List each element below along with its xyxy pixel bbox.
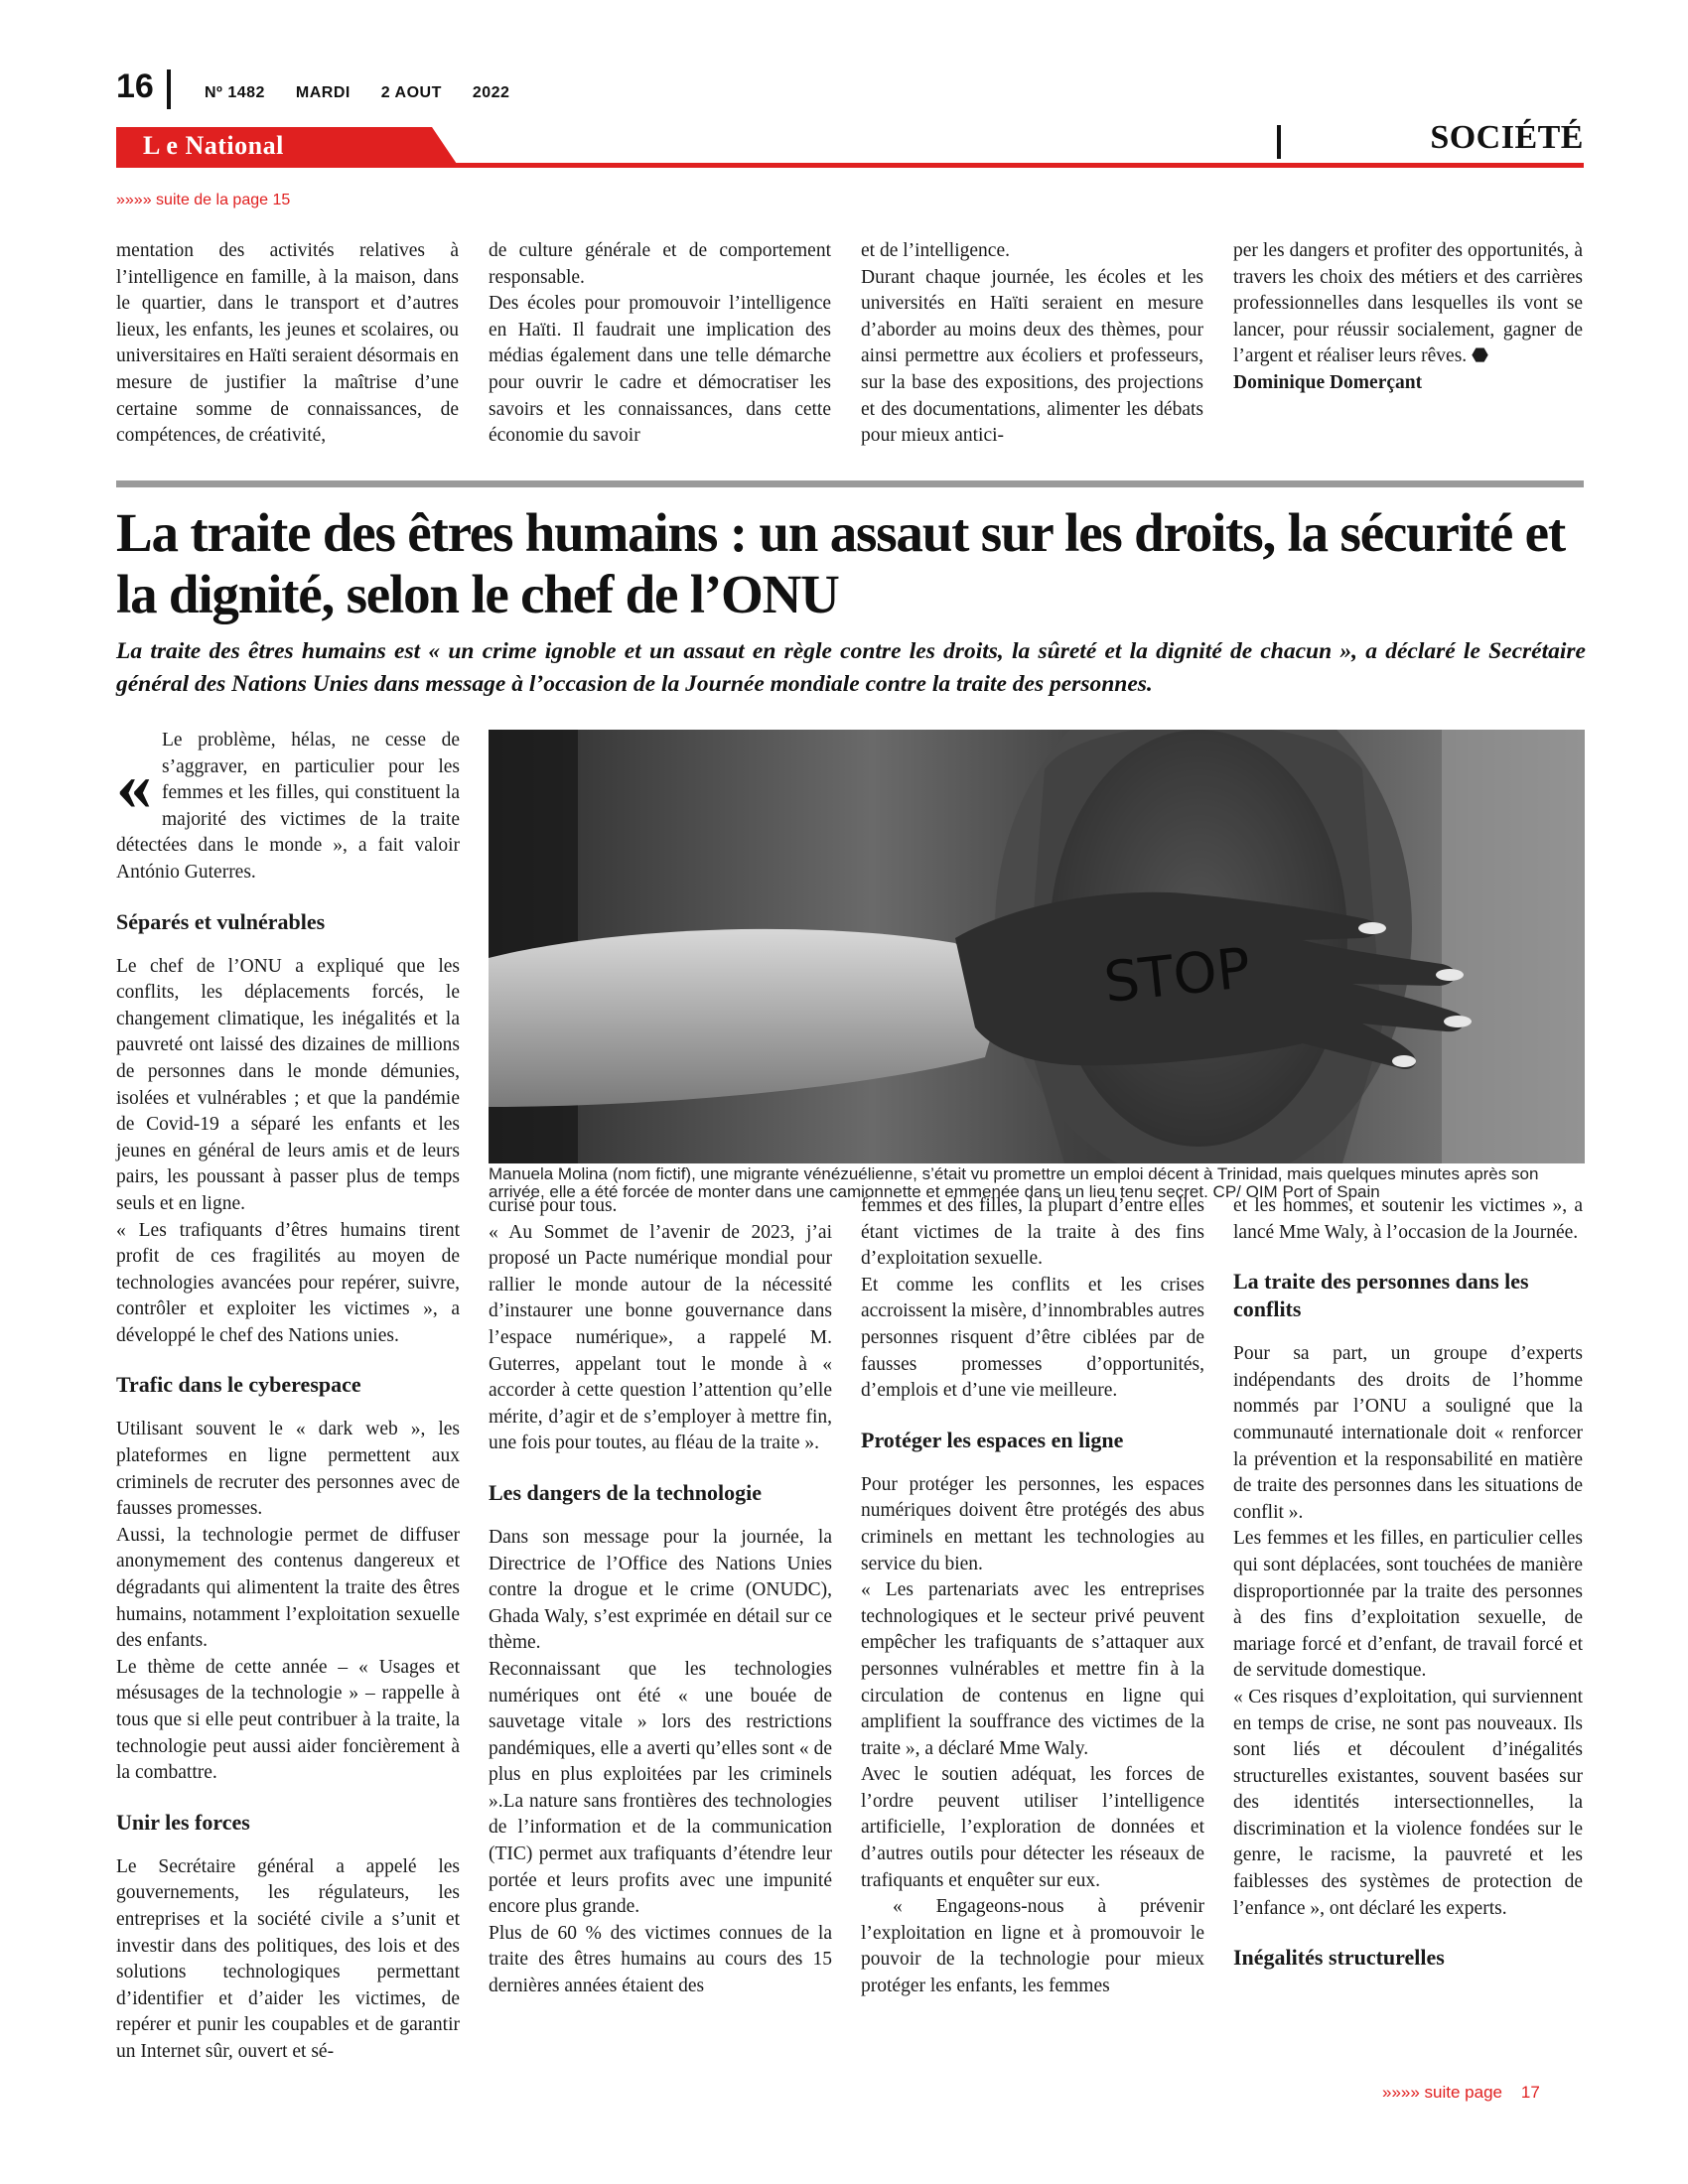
issue-day: MARDI xyxy=(295,84,351,101)
paragraph: Dans son message pour la journée, la Directrice de l’Office des Nations Unies contre la drogue et le crime (ONUDC), Ghada Waly, s’est exprimée en détail sur ce thème. xyxy=(489,1526,832,1654)
prev-article-text: mentation des activités relatives à l’intelligence en famille, à la maison, dans le quartier, dans le transport et d’autres lieux, les enfants, les jeunes et scolaires, ou universitaires en Haïti seraient désormais en mesure de justifier la maîtrise d’une certaine somme de connaissances, de compétences, de créativité, xyxy=(116,240,459,447)
paragraph: Plus de 60 % des victimes connues de la traite des êtres humains au cours des 15 dernières années étaient des xyxy=(489,1922,832,1997)
paragraph: Aussi, la technologie permet de diffuser anonymement des contenus dangereux et dégradants qui alimentent la traite des êtres humains, notamment l’exploitation sexuelle des enfants. xyxy=(116,1524,460,1652)
paragraph: Et comme les conflits et les crises accroissent la misère, d’innombrables autres personnes risquent d’être ciblées par de fausses promesses d’opportunités, d’emplois et d’une vie meilleure. xyxy=(861,1274,1205,1402)
issue-date: 2 AOUT xyxy=(380,84,442,101)
subheading: Inégalités structurelles xyxy=(1233,1945,1445,1971)
page-number-divider xyxy=(167,69,171,109)
article-column-4 xyxy=(1233,1193,1583,1989)
article-column-2 xyxy=(489,1193,832,2000)
lead-paragraph: « Le problème, hélas, ne cesse de s’aggraver, en particulier pour les femmes et les filles, qui constituent la majorité des victimes de la traite détectées dans le monde », a fait valoir António Guterres. xyxy=(116,730,460,883)
paragraph: Les femmes et les filles, en particulier celles qui sont déplacées, sont touchées de manière disproportionnée par la traite des personnes à des fins d’exploitation sexuelle, de mariage forcé et d’enfant, de travail forcé et de servitude domestique. xyxy=(1233,1528,1583,1682)
paragraph: Pour protéger les personnes, les espaces numériques doivent être protégés des abus criminels en mettant les technologies au service du bien. xyxy=(861,1473,1204,1574)
paragraph: Reconnaissant que les technologies numériques ont été « une bouée de sauvetage vitale » lors des restrictions pandémiques, elle a averti qu’elles sont « de plus en plus exploitées par les criminels ».La nature sans frontières des technologies de l’information et de la communication (TIC) permet aux trafiquants d’étendre leur portée et leurs profits avec une impunité encore plus grande. xyxy=(489,1658,832,1918)
paragraph: Avec le soutien adéquat, les forces de l’ordre peuvent utiliser l’intelligence artificielle, l’exploration de données et d’autres outils pour détecter les réseaux de trafiquants et enquêter sur eux. xyxy=(861,1764,1204,1891)
article-column-3 xyxy=(861,1193,1204,2000)
prev-article-text: de culture générale et de comportement responsable. xyxy=(489,240,831,288)
paragraph: et les hommes, et soutenir les victimes », a lancé Mme Waly, à l’occasion de la Journée. xyxy=(1233,1195,1583,1243)
paragraph: curisé pour tous. xyxy=(489,1195,618,1216)
prev-article-author: Dominique Domerçant xyxy=(1233,371,1423,393)
prev-article-column-4 xyxy=(1233,238,1583,397)
paragraph: Utilisant souvent le « dark web », les plateformes en ligne permettent aux criminels de recruter des personnes avec de fausses promesses. xyxy=(116,1419,460,1520)
photo-hand-text: STOP xyxy=(1100,936,1254,1017)
photo-illustration xyxy=(489,730,1585,1163)
issue-year: 2022 xyxy=(472,84,510,101)
paragraph: Le chef de l’ONU a expliqué que les conflits, les déplacements forcés, le changement climatique, les inégalités et la pauvreté ont laissé des dizaines de millions de personnes dans le monde démunies, isolées et vulnérables ; et que la pandémie de Covid-19 a séparé les enfants et les jeunes en général de leurs amis et de leurs pairs, les poussant à passer plus de temps seuls et en ligne. xyxy=(116,955,460,1214)
article-photo xyxy=(489,730,1585,1163)
subheading: Séparés et vulnérables xyxy=(116,908,326,934)
paragraph: « Au Sommet de l’avenir de 2023, j’ai proposé un Pacte numérique mondial pour rallier le monde autour de la nécessité d’instaurer une bonne gouvernance dans l’espace numérique», a rappelé M. Guterres, appelant tout le monde à « accorder à cette question l’attention qu’elle mérite, d’agir et de s’employer à mettre fin, une fois pour toutes, au fléau de la traite ». xyxy=(489,1221,832,1454)
paper-name: L e National xyxy=(143,131,284,160)
prev-article-column-3 xyxy=(861,238,1203,450)
prev-article-column-2 xyxy=(489,238,831,450)
paragraph: femmes et des filles, la plupart d’entre elles étant victimes de la traite à des fins d’exploitation sexuelle. xyxy=(861,1195,1204,1270)
article-column-1 xyxy=(116,728,460,2066)
prev-article-text: Durant chaque journée, les écoles et les universités en Haïti seraient en mesure d’aborder au moins deux des thèmes, pour ainsi permettre aux écoliers et professeurs, sur la base des expositions, des projections et des documentations, alimenter les débats pour mieux antici- xyxy=(861,266,1203,447)
article-separator-rule xyxy=(116,480,1584,487)
paragraph: Le thème de cette année – « Usages et mésusages de la technologie » – rappelle à tous que si elle peut contribuer à la traite, la technologie peut aussi aider foncièrement à la combattre. xyxy=(116,1656,460,1784)
subheading: Unir les forces xyxy=(116,1809,250,1835)
paragraph: Le Secrétaire général a appelé les gouvernements, les régulateurs, les entreprises et la société civile a s’unit et investir dans des politiques, des lois et des solutions technologiques permettant d’identifier et d’aider les victimes, de repérer et punir les coupables et de garantir un Internet sûr, ouvert et sé- xyxy=(116,1855,460,2062)
section-title: SOCIÉTÉ xyxy=(1430,119,1584,156)
prev-article-text: et de l’intelligence. xyxy=(861,240,1010,261)
prev-article-text: Des écoles pour promouvoir l’intelligence en Haïti. Il faudrait une implication des médias également dans une telle démarche pour ouvrir le cadre et démocratiser les savoirs et les connaissances, dans cette économie du savoir xyxy=(489,293,831,447)
quote-mark-icon: « xyxy=(116,746,152,825)
issue-number: Nº 1482 xyxy=(205,84,265,101)
end-mark-icon: ⬣ xyxy=(1472,345,1489,367)
subheading: Trafic dans le cyberespace xyxy=(116,1372,361,1398)
subheading: La traite des personnes dans les conflits xyxy=(1233,1269,1529,1322)
section-divider xyxy=(1277,125,1281,159)
article-headline: La traite des êtres humains : un assaut sur les droits, la sécurité et la dignité, selon le chef de l’ONU xyxy=(116,502,1566,624)
article-standfirst: La traite des êtres humains est « un crime ignoble et un assaut en règle contre les droits, la sûreté et la dignité de chacun », a déclaré le Secrétaire général des Nations Unies dans message à l’occasion de la Journée mondiale contre la traite des personnes. xyxy=(116,638,1586,697)
paragraph: « Engageons-nous à prévenir l’exploitation en ligne et à promouvoir le pouvoir de la technologie pour mieux protéger les enfants, les femmes xyxy=(861,1896,1204,1997)
header-red-rule xyxy=(116,163,1584,168)
paragraph: « Ces risques d’exploitation, qui surviennent en temps de crise, ne sont pas nouveaux. Ils sont liés et découlent d’inégalités structurelles existantes, souvent basées sur des identités intersectionnelles, la discrimination et la violence fondées sur le genre, le racisme, la pauvreté et les faiblesses des systèmes de protection de l’enfance », ont déclaré les experts. xyxy=(1233,1686,1583,1919)
continued-from-label: »»»» suite de la page 15 xyxy=(116,192,291,208)
continued-to-page: 17 xyxy=(1520,2083,1540,2102)
paragraph: « Les trafiquants d’êtres humains tirent profit de ces fragilités au moyen de technologies avancées pour repérer, suivre, contrôler et exploiter les victimes », a développé le chef des Nations unies. xyxy=(116,1219,460,1346)
continued-to-label: »»»» suite page 17 xyxy=(1382,2083,1540,2102)
prev-article-text: per les dangers et profiter des opportunités, à travers les choix des métiers et des carrières professionnelles dans lesquelles ils vont se lancer, pour réussir socialement, gagner de l’argent et réaliser leurs rêves. ⬣ xyxy=(1233,240,1583,367)
subheading: Protéger les espaces en ligne xyxy=(861,1427,1124,1452)
issue-info xyxy=(205,84,535,102)
paragraph: Pour sa part, un groupe d’experts indépendants des droits de l’homme nommés par l’ONU a souligné que la communauté internationale doit « renforcer la prévention et la responsabilité en matière de traite des personnes dans les situations de conflit ». xyxy=(1233,1343,1583,1523)
photo-caption: Manuela Molina (nom fictif), une migrante vénézuélienne, s’était vu promettre un emploi décent à Trinidad, mais quelques minutes après son arrivée, elle a été forcée de monter dans une camionnette et emmenée dans un lieu tenu secret. CP/ OIM Port of Spain xyxy=(489,1164,1539,1201)
subheading: Les dangers de la technologie xyxy=(489,1479,762,1505)
prev-article-column-1 xyxy=(116,238,459,450)
page-number: 16 xyxy=(116,68,154,105)
paragraph: « Les partenariats avec les entreprises technologiques et le secteur privé peuvent empêcher les trafiquants de s’attaquer aux personnes vulnérables et mettre fin à la circulation de contenus en ligne qui amplifient la souffrance des victimes de la traite », a déclaré Mme Waly. xyxy=(861,1579,1204,1759)
